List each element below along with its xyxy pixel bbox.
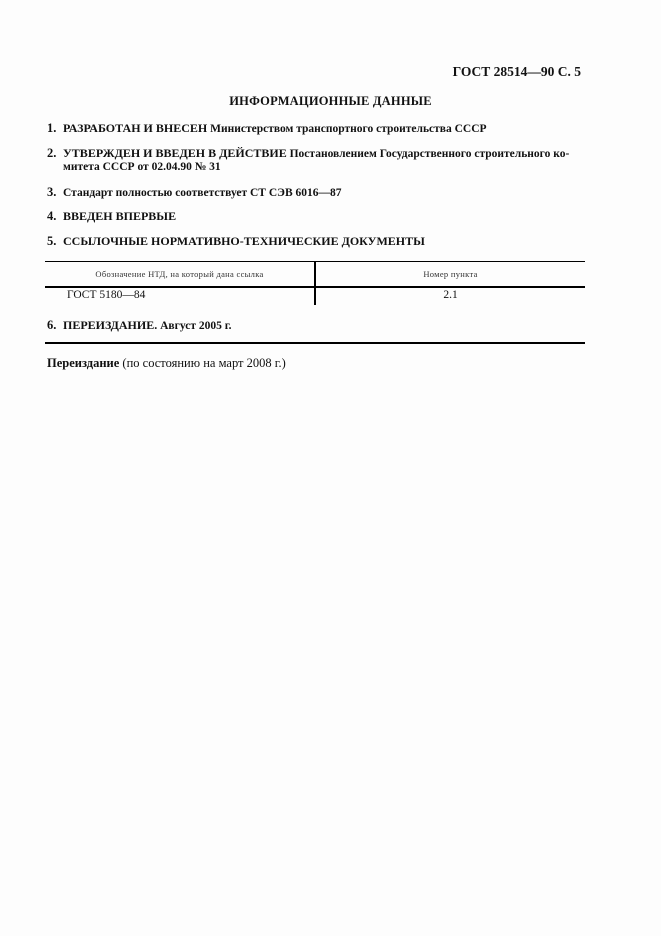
item-number: 2.	[47, 146, 57, 160]
item-6	[47, 318, 232, 333]
item-number: 3.	[47, 185, 57, 199]
item-heading: РАЗРАБОТАН И ВНЕСЕН	[63, 121, 208, 135]
item-text: Август 2005 г.	[157, 320, 232, 332]
table-header-rule	[45, 286, 585, 288]
item-number: 1.	[47, 121, 57, 135]
reissue-label: Переиздание	[47, 356, 120, 370]
document-code: ГОСТ 28514—90 С. 5	[452, 64, 581, 79]
item-text: Постановлением Государственного строительного ко-	[286, 148, 570, 160]
table-cell-designation: ГОСТ 5180—84	[67, 289, 146, 301]
item-number: 5.	[47, 234, 57, 248]
item-heading: ПЕРЕИЗДАНИЕ.	[63, 318, 158, 332]
item-5	[47, 234, 425, 249]
item-text: Стандарт полностью соответствует СТ СЭВ 6016—87	[63, 187, 342, 199]
item-number: 6.	[47, 318, 57, 332]
item-number: 4.	[47, 209, 57, 223]
item-text: Министерством транспортного строительства СССР	[207, 123, 487, 135]
item-1	[47, 121, 487, 136]
table-header-clause: Номер пункта	[423, 269, 478, 279]
table-header-designation: Обозначение НТД, на который дана ссылка	[95, 269, 264, 279]
item-4	[47, 209, 176, 224]
reissue-text: (по состоянию на март 2008 г.)	[119, 356, 286, 370]
section-title: ИНФОРМАЦИОННЫЕ ДАННЫЕ	[229, 94, 432, 108]
table-cell-clause: 2.1	[443, 289, 458, 301]
reissue-note	[47, 356, 286, 371]
item-2-continuation: митета СССР от 02.04.90 № 31	[63, 161, 221, 173]
item-heading: УТВЕРЖДЕН И ВВЕДЕН В ДЕЙСТВИЕ	[63, 146, 287, 160]
separator-rule	[45, 342, 585, 344]
item-heading: ССЫЛОЧНЫЕ НОРМАТИВНО-ТЕХНИЧЕСКИЕ ДОКУМЕНТЫ	[63, 234, 425, 248]
item-2	[47, 146, 569, 161]
item-3	[47, 185, 342, 200]
item-heading: ВВЕДЕН ВПЕРВЫЕ	[63, 209, 177, 223]
